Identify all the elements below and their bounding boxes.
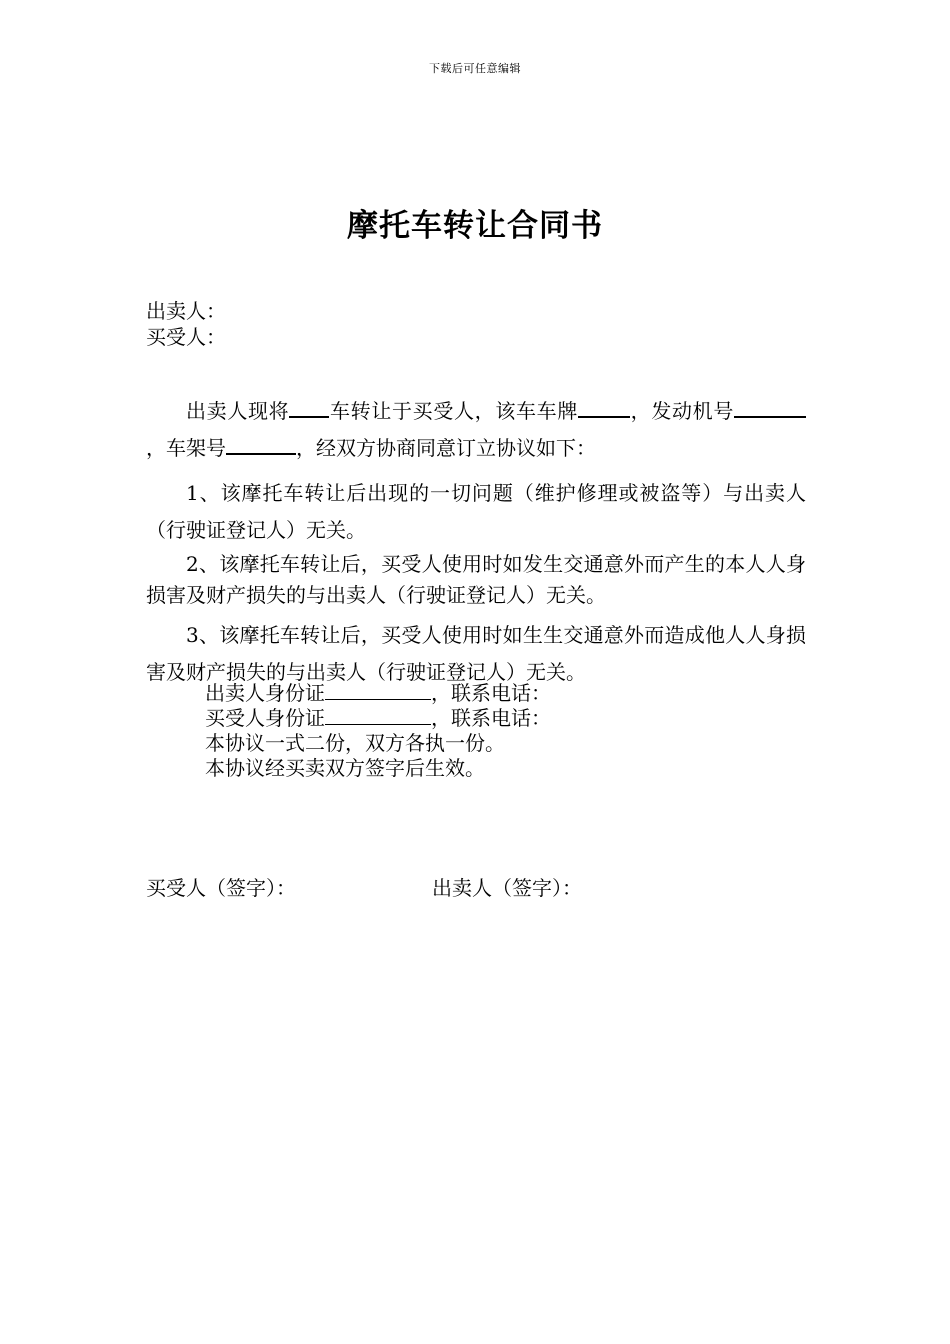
intro-text-5: ，经双方协商同意订立协议如下：	[296, 436, 596, 460]
plate-number-blank	[578, 400, 630, 418]
clause-3: 3、该摩托车转让后，买受人使用时如生生交通意外而造成他人人身损害及财产损失的与出卖人（行驶证登记人）无关。	[146, 623, 806, 684]
note-copies: 本协议一式二份，双方各执一份。	[205, 731, 505, 755]
seller-label: 出卖人：	[146, 299, 226, 323]
intro-text-1: 出卖人现将	[186, 399, 290, 423]
vehicle-type-blank	[289, 400, 329, 418]
seller-id-blank	[325, 683, 431, 700]
note-effective: 本协议经买卖双方签字后生效。	[205, 756, 485, 780]
clause-2: 2、该摩托车转让后，买受人使用时如发生交通意外而产生的本人人身损害及财产损失的与出卖人（行驶证登记人）无关。	[146, 552, 806, 607]
buyer-label: 买受人：	[146, 325, 226, 349]
intro-text-2: 车转让于买受人，该车车牌	[329, 399, 579, 423]
buyer-id-line	[205, 706, 806, 731]
clause-1: 1、该摩托车转让后出现的一切问题（维护修理或被盗等）与出卖人（行驶证登记人）无关。	[146, 481, 806, 542]
document-title: 摩托车转让合同书	[347, 208, 603, 244]
buyer-id-label: 买受人身份证	[205, 706, 325, 730]
seller-phone-label: ，联系电话：	[431, 681, 551, 705]
id-and-notes	[146, 681, 806, 781]
parties-block	[146, 298, 226, 350]
seller-id-label: 出卖人身份证	[205, 681, 325, 705]
seller-id-line	[205, 681, 806, 706]
buyer-id-blank	[325, 708, 431, 725]
intro-text-4: ，车架号	[146, 436, 226, 460]
buyer-signature: 买受人（签字）：	[146, 876, 296, 900]
buyer-phone-label: ，联系电话：	[431, 706, 551, 730]
contract-body	[146, 393, 806, 781]
frame-number-blank	[226, 437, 296, 455]
intro-text-3: ，发动机号	[630, 399, 735, 423]
seller-signature: 出卖人（签字）：	[432, 876, 582, 900]
intro-paragraph	[146, 393, 806, 467]
header-note: 下载后可任意编辑	[429, 62, 521, 75]
engine-number-blank	[734, 400, 806, 418]
